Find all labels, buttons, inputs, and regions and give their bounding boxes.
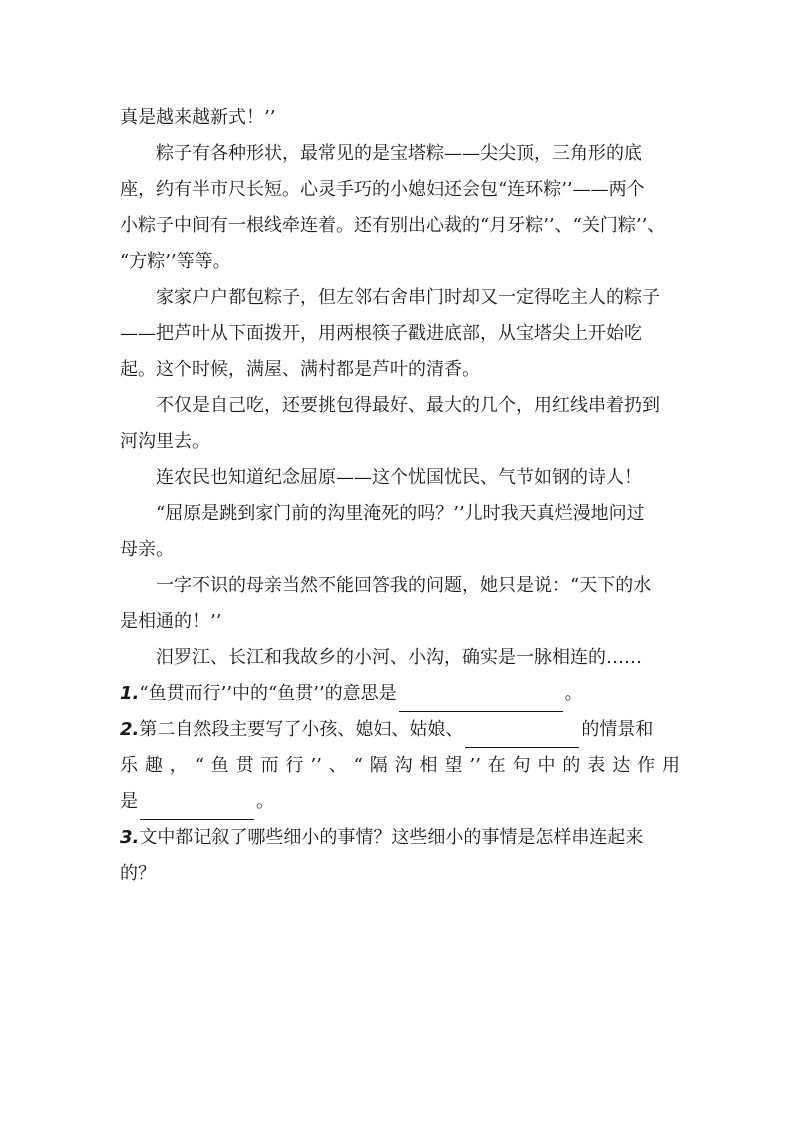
question-text: 。 [256, 791, 274, 812]
passage-line: 连农民也知道纪念屈原——这个忧国忧民、气节如钢的诗人！ [156, 467, 642, 488]
document-page [120, 100, 680, 892]
question-number: 3. [120, 827, 140, 848]
question-text: 是 [120, 791, 138, 812]
question-3-continued: 的？ [120, 863, 156, 884]
question-text: 文中都记叙了哪些细小的事情？这些细小的事情是怎样串连起来 [139, 827, 644, 848]
answer-blank[interactable] [465, 725, 579, 748]
question-text: 第二自然段主要写了小孩、媳妇、姑娘、 [139, 719, 464, 740]
passage-line: 粽子有各种形状，最常见的是宝塔粽——尖尖顶，三角形的底 [156, 143, 642, 164]
question-3 [120, 820, 680, 856]
passage-line: 座，约有半市尺长短。心灵手巧的小媳妇还会包“连环粽’’——两个 [120, 179, 645, 200]
question-2-continued: 乐趣，“鱼贯而行’’、“隔沟相望’’在句中的表达作用 [120, 755, 680, 776]
passage-line: 一字不识的母亲当然不能回答我的问题，她只是说：“天下的水 [156, 575, 652, 596]
question-number: 2. [120, 719, 140, 740]
passage-line: 河沟里去。 [120, 431, 210, 452]
passage-line: 小粽子中间有一根线牵连着。还有别出心裁的“月牙粽’’、“关门粽’’、 [120, 215, 666, 236]
question-text: 的情景和 [581, 719, 654, 740]
question-1 [120, 676, 680, 712]
question-2-continued [120, 784, 680, 820]
question-text: 。 [564, 683, 583, 704]
passage-line: 家家户户都包粽子，但左邻右舍串门时却又一定得吃主人的粽子 [156, 287, 660, 308]
question-text: “鱼贯而行’’中的“鱼贯’’的意思是 [139, 683, 397, 704]
passage-line: ——把芦叶从下面拨开，用两根筷子戳进底部，从宝塔尖上开始吃 [120, 323, 642, 344]
answer-blank[interactable] [399, 689, 563, 712]
passage-line: “方粽’’等等。 [120, 251, 231, 272]
passage-line: 是相通的！’’ [120, 611, 222, 632]
passage-line: 不仅是自己吃，还要挑包得最好、最大的几个，用红线串着扔到 [156, 395, 660, 416]
passage-line: 起。这个时候，满屋、满村都是芦叶的清香。 [120, 359, 480, 380]
passage-line: 汨罗江、长江和我故乡的小河、小沟，确实是一脉相连的…… [156, 647, 642, 668]
passage-line: 真是越来越新式！’’ [120, 107, 276, 128]
passage-line: “屈原是跳到家门前的沟里淹死的吗？’’儿时我天真烂漫地问过 [156, 503, 645, 524]
passage-line: 母亲。 [120, 539, 174, 560]
question-2 [120, 712, 680, 748]
question-number: 1. [120, 683, 140, 704]
answer-blank[interactable] [140, 797, 254, 820]
